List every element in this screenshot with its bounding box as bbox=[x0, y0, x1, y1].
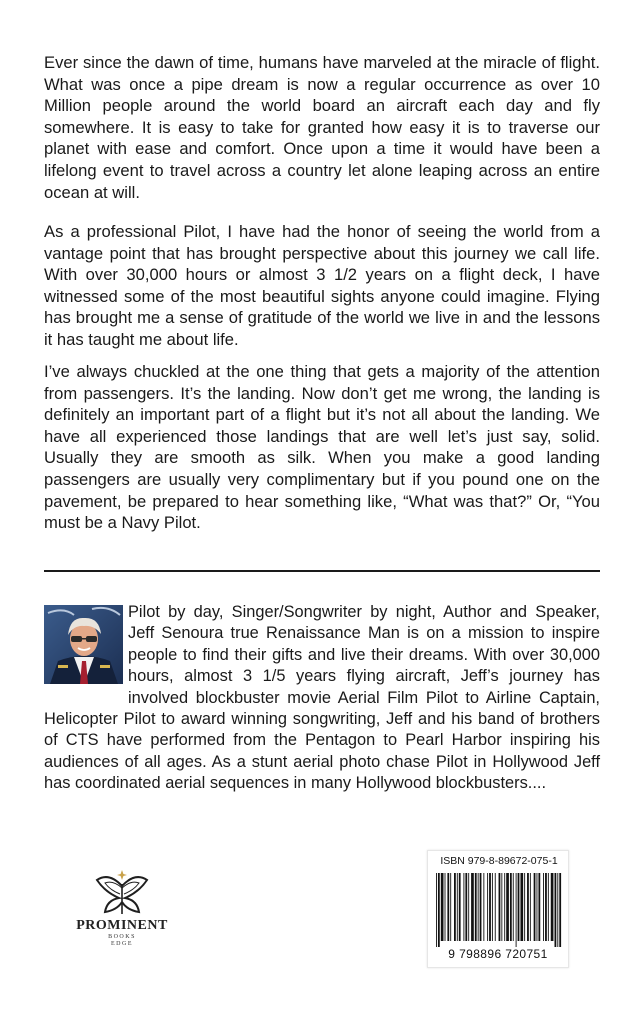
isbn-barcode bbox=[427, 850, 569, 968]
publisher-logo bbox=[70, 868, 174, 958]
barcode-bars bbox=[434, 873, 562, 947]
section-divider bbox=[44, 570, 600, 572]
publisher-edge: EDGE bbox=[111, 941, 133, 947]
back-cover-paragraph-2: As a professional Pilot, I have had the honor of seeing the world from a vantage point that has brought perspective about this journey we call life. With over 30,000 hours or almost 3 1/2 years on a flight deck, I have witnessed some of the most beautiful sights anyone could imagine. Flying has brought me a sense of gratitude of the world we live in and the lessons it has taught me about life. bbox=[44, 222, 600, 349]
back-cover-paragraph-1: Ever since the dawn of time, humans have marveled at the miracle of flight. What was once a pipe dream is now a regular occurrence as over 10 Million people around the world board an aircraft each day and fly somewhere. It is easy to take for granted how easy it is to traverse our planet with ease and comfort. Once upon a time it would have been a lifelong event to travel across a country let alone leaping across an entire ocean at will. bbox=[44, 53, 600, 202]
isbn-label: ISBN 979-8-89672-075-1 bbox=[440, 855, 558, 867]
butterfly-icon bbox=[95, 868, 149, 916]
isbn-digits: 9 798896 720751 bbox=[448, 947, 548, 961]
author-bio: Pilot by day, Singer/Songwriter by night, Author and Speaker, Jeff Senoura true Renaissance Man is on a mission to inspire people to find their gifts and live their dreams. With over 30,000 hours, almost 3 1/5 years flying aircraft, Jeff’s journey has involved blockbuster movie Aerial Film Pilot to Airline Captain, Helicopter Pilot to award winning songwriting, Jeff and his band of brothers of CTS have performed from the Pentagon to Pearl Harbor inspiring his audiences of all ages. As a stunt aerial photo chase Pilot in Hollywood Jeff has coordinated aerial sequences in many Hollywood blockbusters.... bbox=[44, 603, 600, 793]
publisher-name: PROMINENT bbox=[76, 918, 168, 933]
back-cover-paragraph-3: I’ve always chuckled at the one thing that gets a majority of the attention from passengers. It’s the landing. Now don’t get me wrong, the landing is definitely an important part of a flight but it’s not all about the landing. We have all experienced those landings that are well let’s just say, solid. Usually they are smooth as silk. When you make a good landing passengers are usually very complimentary but if you pound one on the pavement, be prepared to hear something like, “What was that?” Or, “You must be a Navy Pilot. bbox=[44, 362, 600, 533]
publisher-subtitle: BOOKS bbox=[108, 934, 136, 940]
